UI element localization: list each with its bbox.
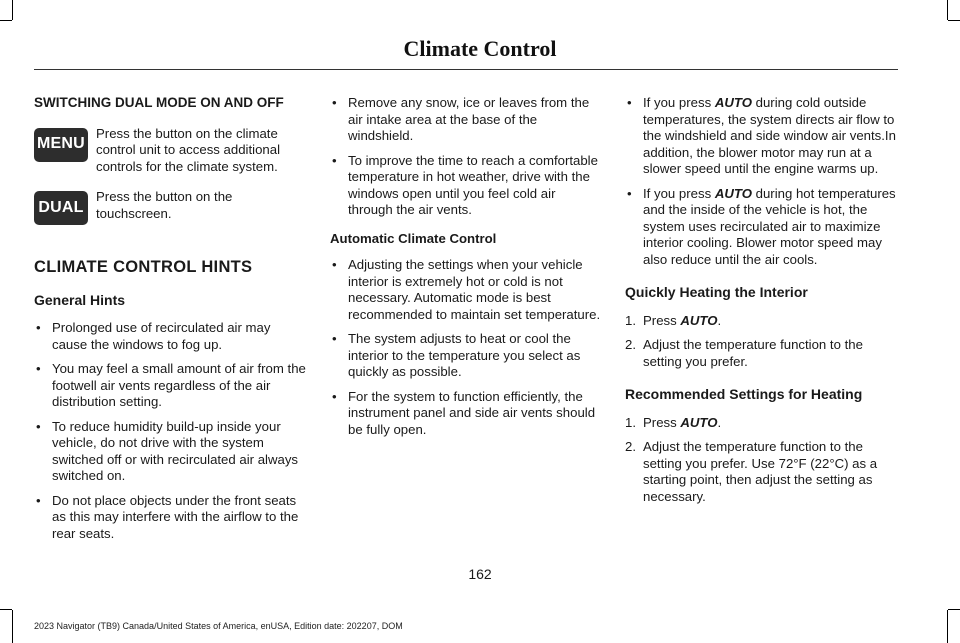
section-heading-dual-mode: SWITCHING DUAL MODE ON AND OFF [34,95,284,110]
list-item: • Prolonged use of recirculated air may cause the windows to fog up. [34,320,306,353]
general-hints-list [34,320,306,542]
recommended-heating-steps [625,415,897,506]
menu-button-icon: MENU [34,128,88,162]
general-hints-heading: General Hints [34,291,126,308]
auto-keyword: AUTO [680,414,718,430]
footer-edition-info: 2023 Navigator (TB9) Canada/United States of America, enUSA, Edition date: 202207, DOM [34,621,403,631]
list-item: • You may feel a small amount of air from the footwell air vents regardless of the air distribution setting. [34,361,306,411]
crop-mark [0,609,12,610]
page-number: 162 [468,566,492,582]
auto-keyword: AUTO [714,95,752,110]
crop-mark [948,20,960,21]
dual-button-text: Press the button on the touchscreen. [96,189,233,221]
recommended-heating-heading: Recommended Settings for Heating [625,386,863,402]
column-left [34,95,306,554]
list-item: • Remove any snow, ice or leaves from the air intake area at the base of the windshield. [330,95,602,145]
list-item: • To improve the time to reach a comfortable temperature in hot weather, drive with the windows open until you feel cold air through the air vents. [330,153,602,219]
automatic-climate-list [330,257,602,438]
automatic-climate-heading: Automatic Climate Control [330,230,497,246]
crop-mark [947,0,948,20]
list-item: 2. Adjust the temperature function to the setting you prefer. [625,337,863,369]
list-item: 1. Press AUTO. [625,312,722,328]
quick-heating-heading: Quickly Heating the Interior [625,284,808,300]
crop-mark [948,609,960,610]
crop-mark [12,610,13,643]
auto-keyword: AUTO [680,312,718,328]
list-item: • Adjusting the settings when your vehicle interior is extremely hot or cold is not necessary. Automatic mode is best recommended to maintain set temperature. [330,257,602,323]
list-item: • To reduce humidity build-up inside your vehicle, do not drive with the system switched off or with recirculated air always switched on. [34,419,306,485]
auto-keyword: AUTO [714,185,752,201]
list-item: 2. Adjust the temperature function to the setting you prefer. Use 72°F (22°C) as a starting point, then adjust the setting as necessary. [625,439,878,504]
crop-mark [12,0,13,20]
crop-mark [947,610,948,643]
menu-button-text: Press the button on the climate control unit to access additional controls for the climate system. [96,125,281,174]
list-item: • The system adjusts to heat or cool the interior to the temperature you select as quickly as possible. [330,331,602,381]
dual-button-instruction [34,189,306,225]
list-item: • If you press AUTO during hot temperatures and the inside of the vehicle is hot, the system uses recirculated air to maximize interior cooling. Blower motor speed may also reduce until the air cools. [625,186,897,269]
menu-button-instruction [34,126,306,176]
hints-list-continued [330,95,602,219]
auto-hints-list [625,95,897,268]
list-item: 1. Press AUTO. [625,414,722,430]
page-title: Climate Control [403,36,557,61]
column-right [625,95,897,517]
list-item: • Do not place objects under the front seats as this may interfere with the airflow to the rear seats. [34,493,306,543]
header-divider [34,69,898,70]
section-heading-climate-hints: CLIMATE CONTROL HINTS [34,258,253,276]
column-middle [330,95,602,450]
dual-button-icon: DUAL [34,191,88,225]
crop-mark [0,20,12,21]
list-item: • If you press AUTO during cold outside temperatures, the system directs air flow to the windshield and side window air vents.In addition, the blower motor may run at a slower speed until the engine warms up. [625,95,897,178]
quick-heating-steps [625,313,897,371]
list-item: • For the system to function efficiently, the instrument panel and side air vents should be fully open. [330,389,602,439]
